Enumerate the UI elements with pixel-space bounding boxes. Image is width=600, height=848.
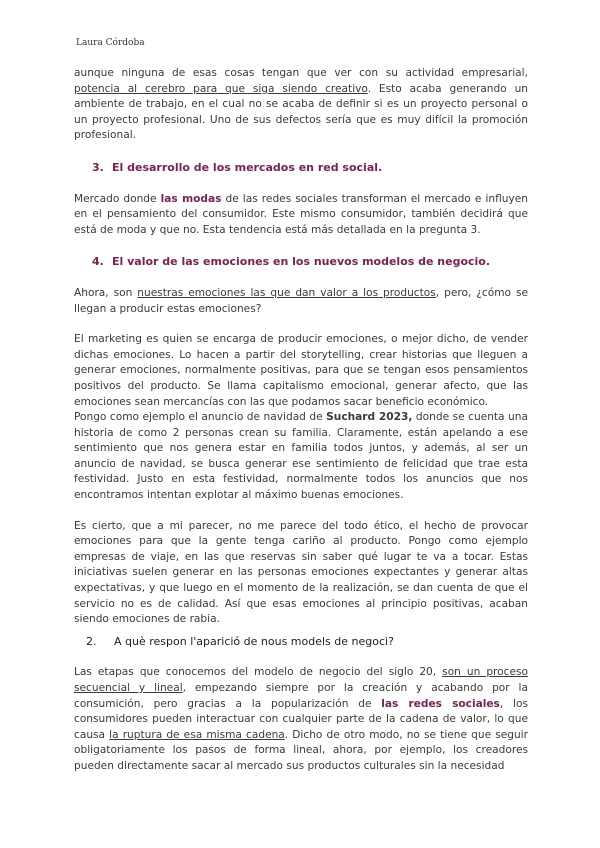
text: , los consumidores pueden interactuar con cualquier parte de la cadena de valor, lo que causa <box>74 697 528 741</box>
text: El marketing es quien se encarga de producir emociones, o mejor dicho, de vender dichas emociones. Lo hacen a partir del storytelling, crear historias que lleguen a generar emociones, normalmente positivas, para que se tengan esos pensamientos positivos del producto. Se llama capitalismo emocional, generar afecto, que las emociones sean mercancías con las que podamos sacar beneficio económico. <box>74 333 528 408</box>
text: aunque ninguna de esas cosas tengan que ver con su actividad empresarial, <box>74 67 528 79</box>
paragraph-ethics: Es cierto, que a mi parecer, no me parece del todo ético, el hecho de provocar emociones para que la gente tenga cariño al producto. Pongo como ejemplo empresas de viaje, en las que reservas sin saber qué lugar te va a tocar. Estas iniciativas suelen generar en las personas emociones expectantes y generar altas expectativas, y que luego en el momento de la realización, se dan cuenta de que el servicio no es de calidad. Así que esas emociones al principio positivas, acaban siendo emociones de rabia. <box>74 519 528 626</box>
highlighted-text: las modas <box>160 192 222 205</box>
paragraph-emotions-question <box>74 286 528 317</box>
underlined-text: potencia al cerebro para que siga siendo creativo <box>74 82 368 95</box>
text: Ahora, son <box>74 286 138 299</box>
text: Mercado donde <box>74 192 161 205</box>
text: Las etapas que conocemos del modelo de negocio del siglo 20, <box>74 666 443 679</box>
underlined-text: la ruptura de esa misma cadena <box>109 728 285 741</box>
heading-text: El desarrollo de los mercados en red social. <box>112 160 383 174</box>
paragraph-marketing <box>74 332 528 410</box>
heading-number: 4. <box>92 255 104 269</box>
paragraph-business-models <box>74 665 528 774</box>
section-heading-2 <box>86 634 528 650</box>
text: . Dicho de otro modo, no se tiene que seguir obligatoriamente los pasos de forma lineal, ahora, por ejemplo, los creadores pueden directamente sacar al mercado sus productos culturales sin la necesidad <box>74 728 528 772</box>
document-body <box>74 66 528 775</box>
underlined-text: nuestras emociones las que dan valor a los productos <box>137 286 436 299</box>
heading-text: A què respon l'aparició de nous models de negoci? <box>114 634 394 648</box>
text: , empezando siempre por la creación y acabando por la consumición, pero gracias a la popularización de <box>74 682 528 710</box>
heading-number: 3. <box>92 160 104 174</box>
section-heading-4 <box>92 254 528 270</box>
highlighted-text: las redes sociales <box>381 697 500 710</box>
bold-text: Suchard 2023, <box>326 411 413 424</box>
text: Pongo como ejemplo el anuncio de navidad de <box>74 411 327 424</box>
text: de las redes sociales transforman el mercado e influyen en el pensamiento del consumidor. Este mismo consumidor, también decidirá que está de moda y que no. Esta tendencia está más detallada en la pregunta 3. <box>74 192 528 236</box>
heading-number: 2. <box>86 634 97 648</box>
underlined-text: son un proceso secuencial y lineal <box>74 666 528 694</box>
paragraph-social-markets <box>74 192 528 239</box>
paragraph-workplace <box>74 66 528 144</box>
section-heading-3 <box>92 160 528 176</box>
page-header-author: Laura Córdoba <box>76 38 145 48</box>
heading-text: El valor de las emociones en los nuevos modelos de negocio. <box>112 255 491 269</box>
text: donde se cuenta una historia de como 2 personas crean su familia. Claramente, están apelando a ese sentimiento que nos genera estar en familia todos juntos, y además, al ser un anuncio de navidad, se busca generar ese sentimiento de felicidad que trae esta festividad. Justo en esta festividad, normalmente todos los anuncios que nos encontramos intentan explotar al máximo buenas emociones. <box>74 411 528 502</box>
text: . Esto acaba generando un ambiente de trabajo, en el cual no se acaba de definir si es un proyecto personal o un proyecto profesional. Uno de sus defectos sería que es muy difícil la promoción profesional. <box>74 82 528 142</box>
paragraph-suchard-example <box>74 410 528 504</box>
text: , pero, ¿cómo se llegan a producir estas emociones? <box>74 286 529 315</box>
